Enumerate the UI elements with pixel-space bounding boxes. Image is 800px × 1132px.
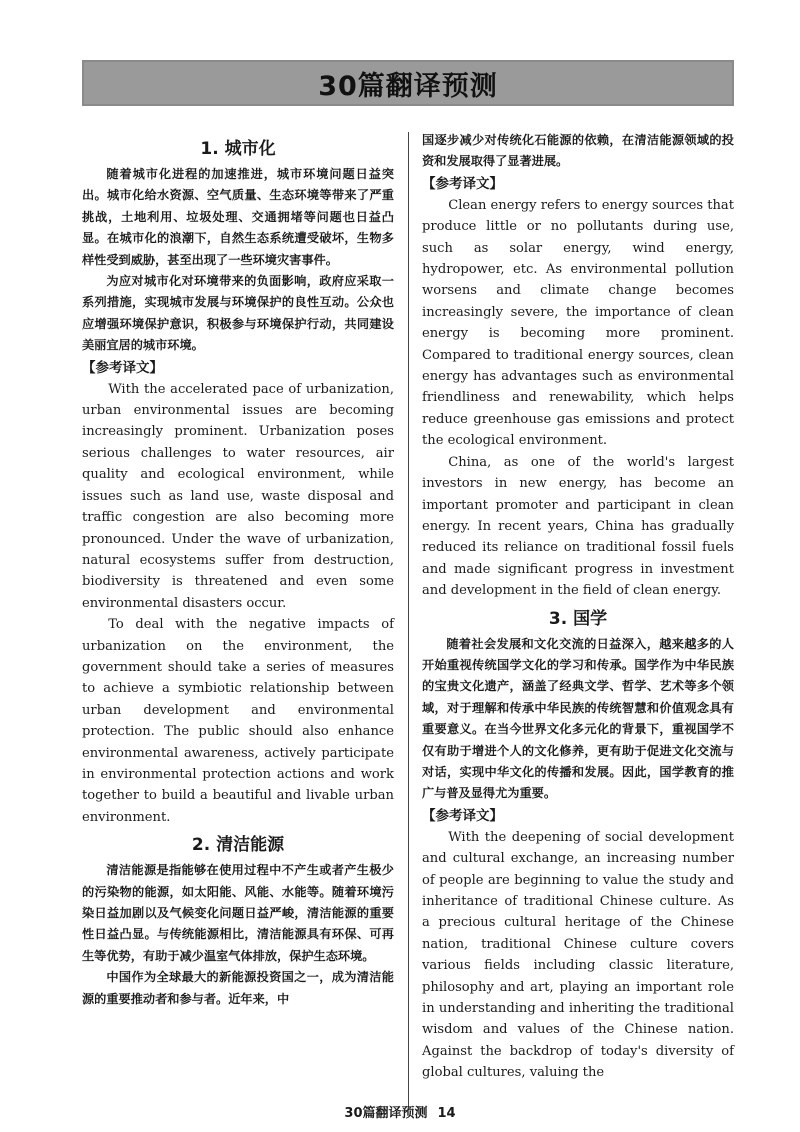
zh-paragraph: 清洁能源是指能够在使用过程中不产生或者产生极少的污染物的能源，如太阳能、风能、水能等。随着环境污染日益加剧以及气候变化问题日益严峻，清洁能源的重要性日益凸显。与传统能源相比，清洁能源具有环保、可再生等优势，有助于减少温室气体排放，保护生态环境。 — [82, 863, 394, 963]
zh-paragraph: 随着社会发展和文化交流的日益深入，越来越多的人开始重视传统国学文化的学习和传承。国学作为中华民族的宝贵文化遗产，涵盖了经典文学、哲学、艺术等多个领域，对于理解和传承中华民族的传统智慧和价值观念具有重要意义。在当今世界文化多元化的背景下，重视国学不仅有助于增进个人的文化修养，更有助于促进文化交流与对话，实现中华文化的传播和发展。因此，国学教育的推广与普及显得尤为重要。 — [422, 636, 734, 801]
footer-title: 30篇翻译预测 — [344, 1106, 428, 1121]
page-title-banner — [82, 60, 734, 106]
en-paragraph: With the deepening of social development and cultural exchange, an increasing number of people are beginning to value the study and inheritance of traditional Chinese culture. As a precious cultural heritage of the Chinese nation, traditional Chinese culture covers various fields including classic literature, philosophy and art, playing an important role in understanding and inheriting the traditional wisdom and values of the Chinese nation. Against the backdrop of today's diversity of global cultures, valuing the — [422, 829, 734, 1081]
section-title-sinology: 3. 国学 — [548, 608, 608, 629]
reference-translation-label: 【参考译文】 — [422, 175, 503, 192]
zh-paragraph-continued: 国逐步减少对传统化石能源的依赖，在清洁能源领域的投资和发展取得了显著进展。 — [422, 133, 734, 169]
section-title-urbanization: 1. 城市化 — [200, 139, 276, 159]
reference-translation-label: 【参考译文】 — [422, 807, 503, 824]
en-paragraph: China, as one of the world's largest investors in new energy, has become an important promoter and participant in clean energy. In recent years, China has gradually reduced its reliance on traditional fossil fuels and made significant progress in investment and development in the field of clean energy. — [422, 454, 734, 599]
right-column — [422, 130, 734, 1084]
en-paragraph: Clean energy refers to energy sources that produce little or no pollutants during use, such as solar energy, wind energy, hydropower, etc. As environmental pollution worsens and climate change becomes increasingly severe, the importance of clean energy is becoming more prominent. Compared to traditional energy sources, clean energy has advantages such as environmental friendliness and renewability, which helps reduce greenhouse gas emissions and protect the ecological environment. — [422, 197, 734, 449]
page-number: 14 — [437, 1106, 456, 1121]
zh-paragraph: 为应对城市化对环境带来的负面影响，政府应采取一系列措施，实现城市发展与环境保护的良性互动。公众也应增强环境保护意识，积极参与环境保护行动，共同建设美丽宜居的城市环境。 — [82, 274, 394, 353]
reference-translation-label: 【参考译文】 — [82, 359, 163, 376]
zh-paragraph: 随着城市化进程的加速推进，城市环境问题日益突出。城市化给水资源、空气质量、生态环境等带来了严重挑战，土地利用、垃圾处理、交通拥堵等问题也日益凸显。在城市化的浪潮下，自然生态系统遭受破坏，生物多样性受到威胁，甚至出现了一些环境灾害事件。 — [82, 167, 394, 267]
section-title-clean-energy: 2. 清洁能源 — [191, 835, 285, 856]
zh-paragraph: 中国作为全球最大的新能源投资国之一，成为清洁能源的重要推动者和参与者。近年来，中 — [82, 970, 394, 1006]
en-paragraph: With the accelerated pace of urbanization, urban environmental issues are becoming increasingly prominent. Urbanization poses serious challenges to water resources, air quality and ecological environment, while issues such as land use, waste disposal and traffic congestion are also becoming more pronounced. Under the wave of urbanization, natural ecosystems suffer from destruction, biodiversity is threatened and even some environmental disasters occur. — [82, 381, 394, 611]
left-column — [82, 132, 394, 1010]
page-title: 30篇翻译预测 — [318, 70, 498, 102]
page-footer — [0, 1102, 800, 1121]
column-divider — [408, 132, 409, 1110]
en-paragraph: To deal with the negative impacts of urbanization on the environment, the government should take a series of measures to achieve a symbiotic relationship between urban development and environmental protection. The public should also enhance environmental awareness, actively participate in environmental protection actions and work together to build a beautiful and livable urban environment. — [82, 617, 394, 825]
